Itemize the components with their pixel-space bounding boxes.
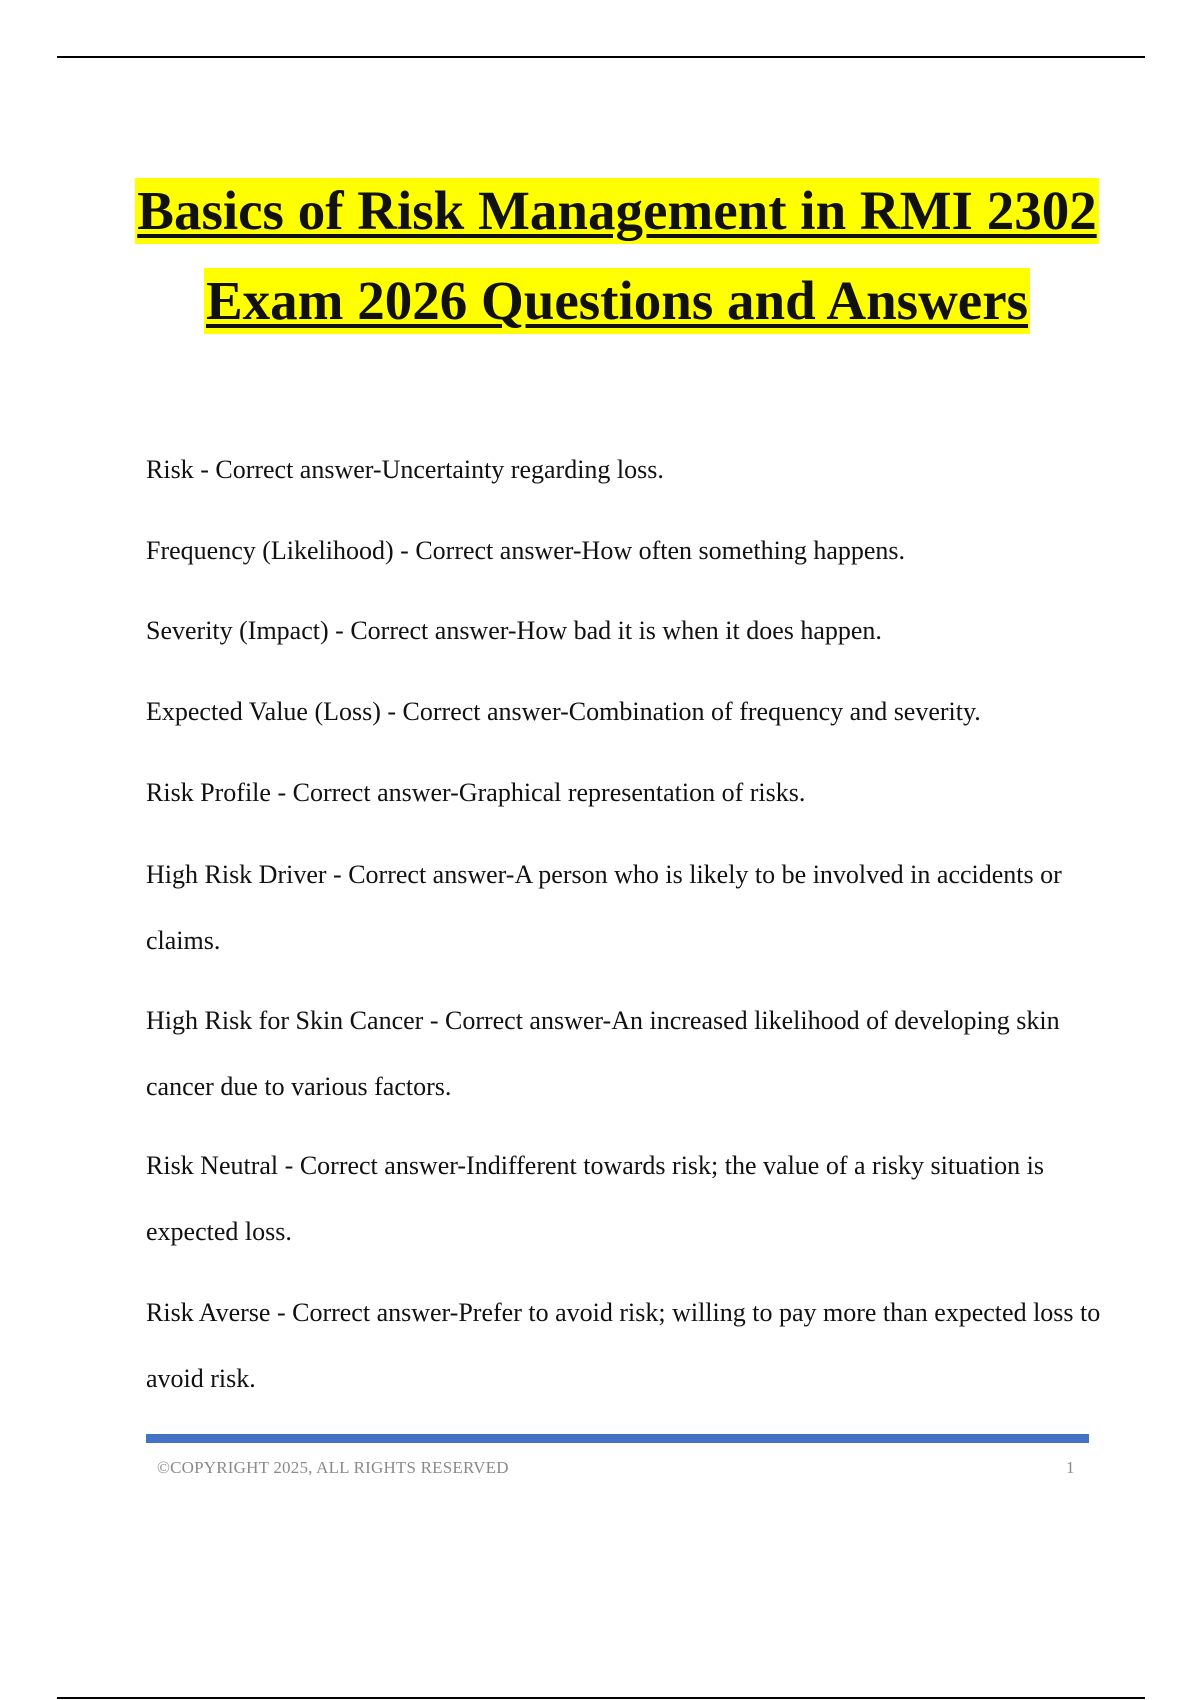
qa-term: Severity (Impact) <box>146 616 329 645</box>
qa-separator: - Correct answer- <box>193 455 382 484</box>
qa-answer: An increased likelihood of developing skin cancer due to various factors. <box>146 1006 1060 1101</box>
qa-item <box>146 842 1106 974</box>
qa-item <box>146 1133 1106 1265</box>
qa-item <box>146 988 1106 1120</box>
qa-separator: - Correct answer- <box>328 616 517 645</box>
title-line-2: Exam 2026 Questions and Answers <box>204 268 1030 334</box>
bottom-rule <box>57 1697 1145 1699</box>
qa-term: High Risk for Skin Cancer <box>146 1006 424 1035</box>
qa-term: Risk Averse <box>146 1298 271 1327</box>
qa-term: Risk Profile <box>146 778 271 807</box>
qa-separator: - Correct answer- <box>270 1298 459 1327</box>
qa-item <box>146 518 1106 584</box>
qa-answer: A person who is likely to be involved in accidents or claims. <box>146 860 1062 955</box>
qa-separator: - Correct answer- <box>326 860 515 889</box>
footer-copyright: ©COPYRIGHT 2025, ALL RIGHTS RESERVED <box>157 1458 509 1477</box>
qa-answer: Graphical representation of risks. <box>458 778 806 807</box>
qa-answer: How bad it is when it does happen. <box>516 616 882 645</box>
document-title <box>0 178 1200 334</box>
qa-separator: - Correct answer- <box>270 778 459 807</box>
qa-separator: - Correct answer- <box>423 1006 612 1035</box>
qa-item <box>146 437 1106 503</box>
qa-item <box>146 598 1106 664</box>
qa-term: Risk Neutral <box>146 1151 279 1180</box>
qa-term: High Risk Driver <box>146 860 327 889</box>
qa-separator: - Correct answer- <box>393 536 582 565</box>
qa-term: Risk <box>146 455 194 484</box>
qa-term: Expected Value (Loss) <box>146 697 381 726</box>
footer-divider <box>146 1434 1089 1443</box>
qa-answer: Indifferent towards risk; the value of a risky situation is expected loss. <box>146 1151 1044 1246</box>
qa-separator: - Correct answer- <box>380 697 569 726</box>
qa-answer: How often something happens. <box>581 536 906 565</box>
qa-item <box>146 760 1106 826</box>
qa-answer: Combination of frequency and severity. <box>568 697 981 726</box>
top-rule <box>57 56 1145 58</box>
qa-answer: Prefer to avoid risk; willing to pay more than expected loss to avoid risk. <box>146 1298 1101 1393</box>
page-number: 1 <box>1066 1458 1075 1477</box>
qa-separator: - Correct answer- <box>278 1151 467 1180</box>
qa-item <box>146 679 1106 745</box>
qa-item <box>146 1280 1106 1412</box>
qa-answer: Uncertainty regarding loss. <box>381 455 664 484</box>
title-line-1: Basics of Risk Management in RMI 2302 <box>135 178 1098 244</box>
qa-term: Frequency (Likelihood) <box>146 536 394 565</box>
